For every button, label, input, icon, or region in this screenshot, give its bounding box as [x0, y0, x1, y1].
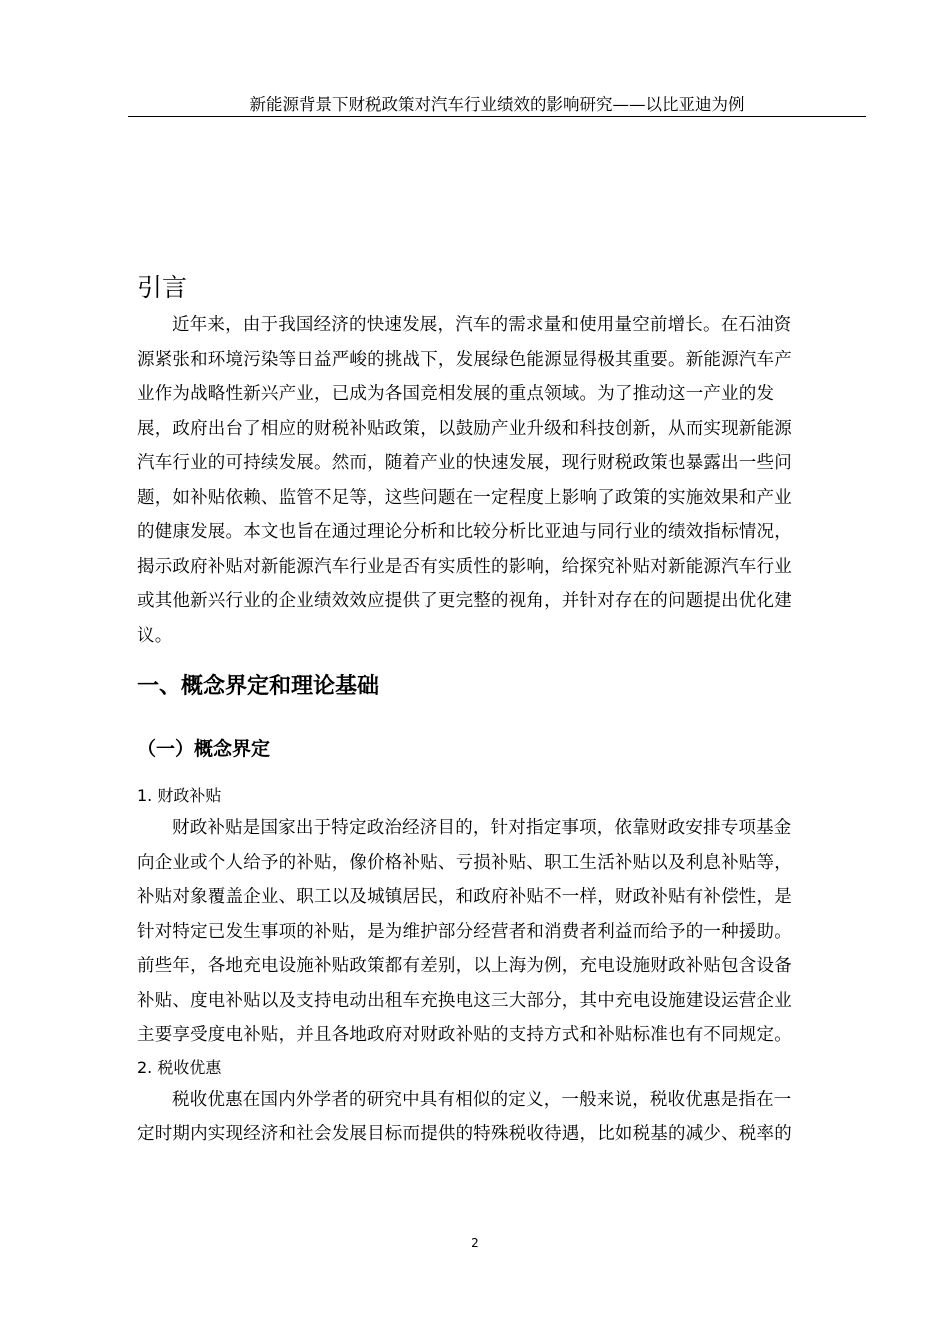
- paragraph-line: 近年来，由于我国经济的快速发展，汽车的需求量和使用量空前增长。在石油资: [172, 315, 792, 335]
- page-body: [137, 268, 859, 1152]
- paragraph-line: 向企业或个人给予的补贴，像价格补贴、亏损补贴、职工生活补贴以及利息补贴等，: [137, 852, 792, 873]
- paragraph-line: 的健康发展。本文也旨在通过理论分析和比较分析比亚迪与同行业的绩效指标情况，: [137, 522, 792, 542]
- subsection-heading-tax-incentive: 2. 税收优惠: [137, 1057, 222, 1077]
- paragraph-line: 主要享受度电补贴，并且各地政府对财政补贴的支持方式和补贴标准也有不同规定。: [137, 1025, 792, 1045]
- intro-heading: 引言: [137, 273, 188, 302]
- paragraph-line: 汽车行业的可持续发展。然而，随着产业的快速发展，现行财税政策也暴露出一些问: [137, 453, 792, 473]
- paragraph-line: 补贴对象覆盖企业、职工以及城镇居民，和政府补贴不一样，财政补贴有补偿性，是: [137, 887, 792, 907]
- paragraph-line: 税收优惠在国内外学者的研究中具有相似的定义，一般来说，税收优惠是指在一: [172, 1089, 792, 1110]
- page-number: 2: [471, 1236, 479, 1250]
- paragraph-line: 前些年，各地充电设施补贴政策都有差别，以上海为例，充电设施财政补贴包含设备: [137, 956, 792, 976]
- fiscal-subsidy-paragraph: [137, 811, 859, 1053]
- tax-incentive-paragraph: [137, 1083, 859, 1152]
- section-heading: （一）概念界定: [137, 738, 271, 760]
- paragraph-line: 展，政府出台了相应的财税补贴政策，以鼓励产业升级和科技创新，从而实现新能源: [137, 418, 792, 439]
- paragraph-line: 揭示政府补贴对新能源汽车行业是否有实质性的影响，给探究补贴对新能源汽车行业: [137, 556, 792, 577]
- subsection-heading-fiscal-subsidy: 1. 财政补贴: [137, 786, 222, 805]
- paragraph-line: 定时期内实现经济和社会发展目标而提供的特殊税收待遇，比如税基的减少、税率的: [137, 1124, 792, 1144]
- running-header: 新能源背景下财税政策对汽车行业绩效的影响研究——以比亚迪为例: [128, 94, 866, 117]
- chapter-heading: 一、概念界定和理论基础: [137, 674, 380, 699]
- paragraph-line: 源紧张和环境污染等日益严峻的挑战下，发展绿色能源显得极其重要。新能源汽车产: [137, 349, 792, 370]
- paragraph-line: 议。: [137, 625, 173, 646]
- paragraph-line: 补贴、度电补贴以及支持电动出租车充换电这三大部分，其中充电设施建设运营企业: [137, 990, 792, 1011]
- paragraph-line: 财政补贴是国家出于特定政治经济目的，针对指定事项，依靠财政安排专项基金: [172, 818, 792, 838]
- paragraph-line: 业作为战略性新兴产业，已成为各国竞相发展的重点领域。为了推动这一产业的发: [137, 384, 775, 404]
- paragraph-line: 题，如补贴依赖、监管不足等，这些问题在一定程度上影响了政策的实施效果和产业: [137, 487, 792, 508]
- paragraph-line: 针对特定已发生事项的补贴，是为维护部分经营者和消费者利益而给予的一种援助。: [137, 921, 792, 942]
- intro-paragraph: [137, 308, 859, 653]
- paragraph-line: 或其他新兴行业的企业绩效效应提供了更完整的视角，并针对存在的问题提出优化建: [137, 591, 792, 611]
